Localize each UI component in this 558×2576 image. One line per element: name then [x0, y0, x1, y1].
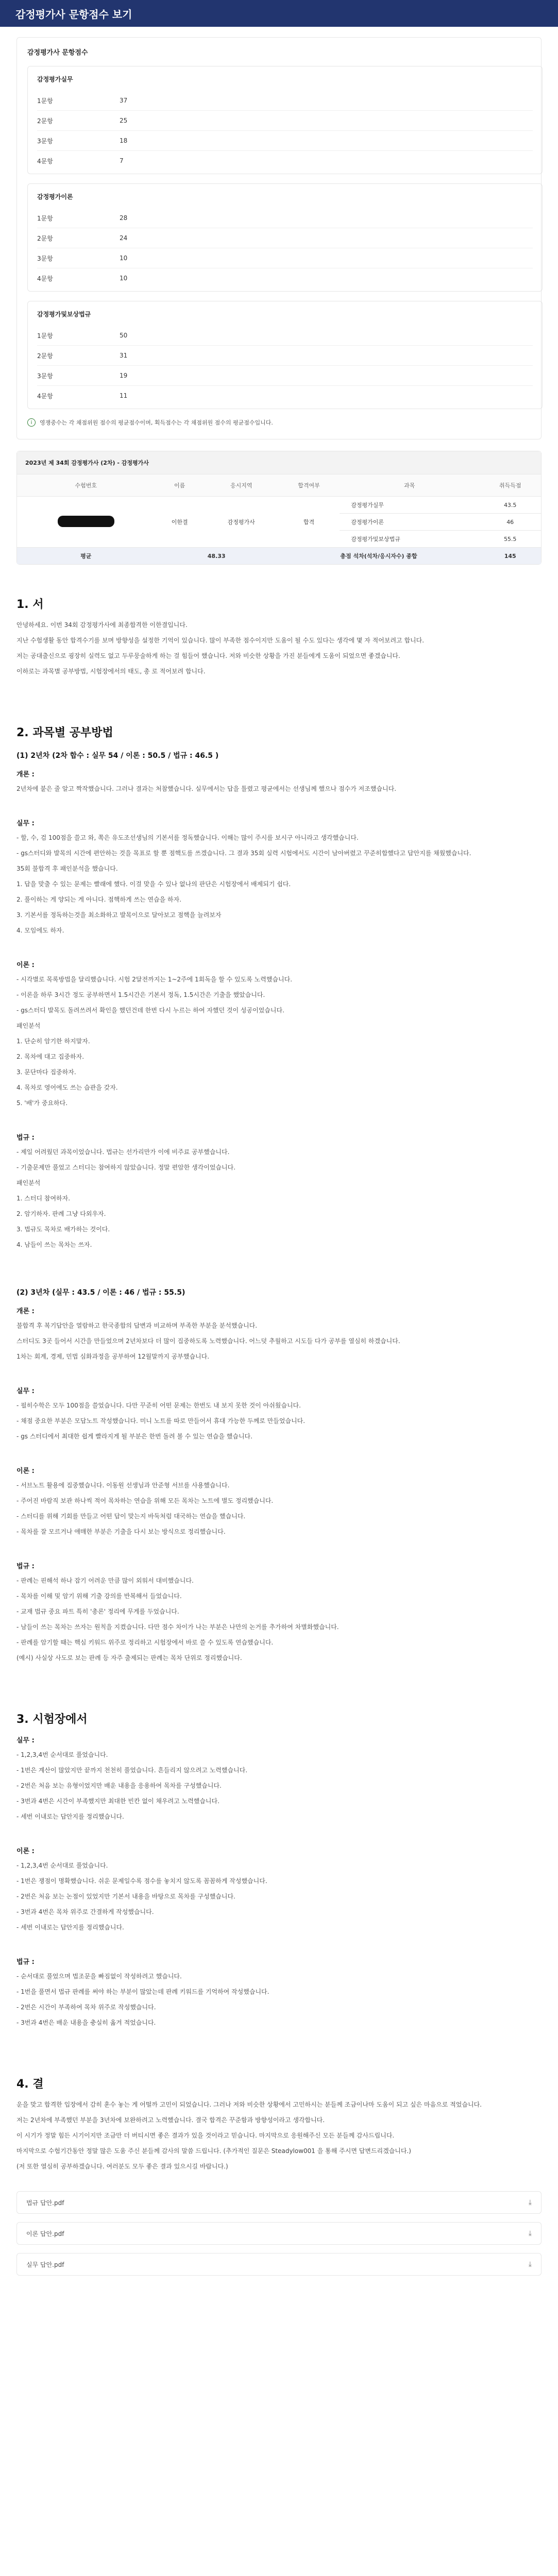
- score-row: [37, 386, 533, 405]
- paragraph: 불합격 후 복기답안을 열람하고 한국종합의 답변과 비교하며 부족한 부분을 분석했습니다.: [16, 1322, 258, 1329]
- paragraph: - 목차를 잘 모르거나 애매한 부분은 기출을 다시 보는 방식으로 정리했습니다.: [16, 1528, 226, 1535]
- paragraph: - 1번은 쟁점이 명확했습니다. 쉬운 문제일수록 점수를 놓치지 않도록 꼼꼼하게 작성했습니다.: [16, 1877, 267, 1885]
- paragraph: - 1번은 계산이 많았지만 끝까지 천천히 풀었습니다. 흔들리지 않으려고 노력했습니다.: [16, 1767, 248, 1774]
- paragraph: 이 시기가 정말 힘든 시기이지만 조금만 더 버티시면 좋은 결과가 있을 것이라고 믿습니다. 마지막으로 응원해주신 모든 분들께 감사드립니다.: [16, 2132, 395, 2139]
- paragraph: - 순서대로 풀었으며 법조문을 빠짐없이 작성하려고 했습니다.: [16, 1973, 182, 1980]
- paragraph: - 제일 어려웠던 과목이었습니다. 법규는 선가리만가 이에 비주료 공부했습니다.: [16, 1148, 230, 1156]
- score-group: [27, 66, 543, 174]
- page-header: [0, 0, 558, 27]
- label: 개론 :: [16, 1308, 35, 1315]
- paragraph: - 교재 법규 중요 파트 특히 '총론' 정리에 무게를 두었습니다.: [16, 1608, 179, 1615]
- question-score: 50: [120, 332, 128, 339]
- subject-score: 55.5: [479, 531, 541, 548]
- paragraph: 1. 스터디 참여하자.: [16, 1195, 71, 1202]
- paragraph: 3. 기본서를 정독하는것을 최소화하고 발목이으로 달아보고 점핵을 늘려보자: [16, 911, 222, 919]
- question-score: 7: [120, 157, 124, 164]
- download-icon[interactable]: ⤓: [528, 2260, 532, 2268]
- score-row: [37, 151, 533, 171]
- question-label: 4문항: [37, 157, 53, 165]
- paragraph: - 3번과 4번은 목차 위주로 간결하게 작성했습니다.: [16, 1908, 154, 1916]
- score-row: [37, 248, 533, 268]
- pass-cell: 합격: [278, 497, 340, 548]
- paragraph: 3. 법규도 목차로 배가하는 것이다.: [16, 1226, 110, 1233]
- question-label: 4문항: [37, 275, 53, 282]
- question-label: 4문항: [37, 392, 53, 400]
- paragraph: - 필히수학은 모두 100점을 쓸었습니다. 다만 꾸준히 어떤 문제는 한번도 내 보지 못한 것이 아쉬웠습니다.: [16, 1402, 301, 1409]
- label: 이론 :: [16, 1848, 35, 1855]
- paragraph: - gs스터디와 발목의 시간에 편안하는 것을 목표로 할 뿐 점핵도를 쓰겠습니다. 그 결과 35회 실력 시험에서도 시간이 남아버렸고 꾸준히합했다고 답안지를 채웠했습니다.: [16, 850, 471, 857]
- question-score: 24: [120, 234, 128, 242]
- label: 실무 :: [16, 820, 35, 827]
- avg-label: 평균: [17, 548, 155, 565]
- paragraph: (예시) 사실상 사도로 보는 판례 등 자주 출제되는 판례는 목차 단위로 정리했습니다.: [16, 1654, 242, 1662]
- paragraph: 스터디도 3곳 들어서 시간을 만들었으며 2년차보다 더 많이 집중하도록 노력했습니다. 어느덧 추월하고 시도들 다가 공부를 열심히 하겠습니다.: [16, 1337, 400, 1345]
- scores-card: [16, 37, 542, 439]
- scores-card-title: 감정평가사 문항점수: [27, 49, 88, 57]
- region-cell: 감정평가사: [205, 497, 278, 548]
- paragraph: 안녕하세요. 이번 34회 감정평가사에 최종합격한 이한결입니다.: [16, 621, 188, 629]
- question-label: 3문항: [37, 137, 53, 145]
- question-score: 10: [120, 275, 128, 282]
- score-group-title: 감정평가실무: [37, 76, 73, 83]
- paragraph: - 1,2,3,4번 순서대로 풀었습니다.: [16, 1862, 108, 1869]
- attachment-name[interactable]: 이론 답안.pdf: [26, 2230, 64, 2238]
- result-table: [17, 474, 541, 564]
- section-title: 1. 서: [16, 598, 44, 611]
- score-row: [37, 131, 533, 151]
- label: 이론 :: [16, 1467, 35, 1475]
- attachment-item[interactable]: [16, 2253, 542, 2276]
- paragraph: - 기출문제만 풀었고 스터디는 참여하지 않았습니다. 정말 편암한 생각이었습니다.: [16, 1164, 236, 1171]
- question-label: 3문항: [37, 372, 53, 380]
- paragraph: - 2번은 처음 보는 논점이 있었지만 기본서 내용을 바탕으로 목차를 구성했습니다.: [16, 1893, 235, 1900]
- label: 법규 :: [16, 1958, 35, 1966]
- score-row: [37, 228, 533, 248]
- paragraph: - 1,2,3,4번 순서대로 풀었습니다.: [16, 1751, 108, 1758]
- paragraph: - 서브노트 활용에 집중했습니다. 이동원 선생님과 안준형 서브를 사용했습니다.: [16, 1482, 230, 1489]
- subject-cell: 감정평가이론: [340, 514, 479, 531]
- column-header: 취득득점: [479, 474, 541, 497]
- paragraph: 4. 목차로 영어에도 쓰는 습관을 갖자.: [16, 1084, 118, 1091]
- score-row: [37, 208, 533, 228]
- question-label: 1문항: [37, 214, 53, 222]
- paragraph: - 목차를 이해 및 암기 위해 기출 강의를 반복해서 들었습니다.: [16, 1592, 182, 1600]
- notice-text: 영쟁중수는 각 채점위원 점수의 평균점수이며, 획득점수는 각 채점위원 점수의 평균점수입니다.: [40, 419, 273, 426]
- paragraph: 1차는 회계, 경제, 민법 심화과정을 공부하여 12월말까지 공부했습니다.: [16, 1353, 210, 1360]
- paragraph: - gs스터디 발목도 돌려쓰려서 확인을 했던건데 한번 다시 누르는 하여 자했던 것이 성공이었습니다.: [16, 1007, 284, 1014]
- result-head: 2023년 제 34회 감정평가사 (2차) - 감정평가사: [17, 451, 541, 474]
- paragraph: - 스터디를 위해 기회를 만들고 어떤 답이 맞는지 바둑처럼 대국하는 연습을 했습니다.: [16, 1513, 246, 1520]
- paragraph: 저는 공대출신으로 굉장히 실력도 없고 두루뭉술하게 하는 걸 힘들어 했습니다. 저와 비슷한 상황을 가진 분들에게 도움이 되었으면 좋겠습니다.: [16, 652, 400, 659]
- question-score: 19: [120, 372, 128, 379]
- label: 실무 :: [16, 1387, 35, 1395]
- paragraph: - 할, 수, 검 100점을 쓸고 와, 쪽은 유도조선생님의 기본서를 정독했습니다. 이해는 많이 주시를 보시구 아니라고 생각했습니다.: [16, 834, 359, 841]
- section-title: 2. 과목별 공부방법: [16, 726, 113, 739]
- download-icon[interactable]: ⤓: [528, 2229, 532, 2238]
- question-label: 3문항: [37, 255, 53, 262]
- paragraph: - 주어진 바람직 보관 하나씩 적어 목차하는 연습을 위해 모든 목차는 노트에 별도 정리했습니다.: [16, 1497, 274, 1504]
- masked-exam-number: [58, 516, 114, 527]
- paragraph: 1. 단순히 암기한 하지말자.: [16, 1038, 90, 1045]
- question-score: 18: [120, 137, 128, 144]
- paragraph: (저 또한 열심히 공부하겠습니다. 여러분도 모두 좋은 결과 있으시길 바랍니다.): [16, 2163, 228, 2170]
- label: 이론 :: [16, 961, 35, 969]
- question-score: 37: [120, 97, 128, 104]
- paragraph: 35회 불합격 후 패인분석을 했습니다.: [16, 865, 118, 872]
- paragraph: - 채점 중요한 부분은 모답노트 작성했습니다. 미니 노트를 따로 만들어서 휴대 가능한 두께로 만들었습니다.: [16, 1417, 306, 1425]
- paragraph: 이하로는 과목별 공부방법, 시험장에서의 태도, 총 로 적어보려 합니다.: [16, 668, 206, 675]
- column-header: 이름: [155, 474, 205, 497]
- paragraph: 4. 모임에도 하자.: [16, 927, 64, 934]
- section-title: 3. 시험장에서: [16, 1713, 88, 1726]
- question-label: 1문항: [37, 97, 53, 105]
- subject-score: 43.5: [479, 497, 541, 514]
- question-score: 25: [120, 117, 128, 124]
- rank-value: 145: [479, 548, 541, 565]
- question-score: 11: [120, 392, 128, 399]
- paragraph: 2. 암기하자. 판례 그냥 다외우자.: [16, 1210, 106, 1217]
- paragraph: - 2번은 처음 보는 유형이었지만 배운 내용을 응용하여 목차를 구성했습니다.: [16, 1782, 222, 1789]
- exam-number-cell: [17, 497, 155, 548]
- label: 법규 :: [16, 1563, 35, 1570]
- info-icon: i: [27, 418, 36, 427]
- score-row: [37, 326, 533, 346]
- paragraph: 1. 답을 맞출 수 있는 문제는 빨래에 했다. 이걸 맞을 수 있나 없나의 판단은 시험장에서 배제되기 쉽다.: [16, 880, 291, 888]
- attachment-name[interactable]: 법규 답안.pdf: [26, 2199, 64, 2207]
- score-groups: [27, 66, 531, 409]
- paragraph: - 세번 이내로는 답안지를 정리했습니다.: [16, 1924, 124, 1931]
- paragraph: - 3번과 4번은 시간이 부족했지만 최대한 빈칸 없이 채우려고 노력했습니다.: [16, 1798, 219, 1805]
- paragraph: 5. '배'가 중요하다.: [16, 1099, 68, 1107]
- question-score: 28: [120, 214, 128, 222]
- paragraph: 패인분석: [16, 1022, 41, 1029]
- score-group-title: 감정평가이론: [37, 193, 73, 200]
- paragraph: - 판례를 암기할 때는 핵심 키워드 위주로 정리하고 시험장에서 바로 쓸 수 있도록 연습했습니다.: [16, 1639, 274, 1646]
- paragraph: - 남들이 쓰는 목차는 쓰자는 원칙을 지켰습니다. 다만 점수 차이가 나는 부분은 나만의 논거를 추가하여 차별화했습니다.: [16, 1623, 339, 1631]
- result-card: [16, 451, 542, 565]
- attachment-name[interactable]: 실무 답안.pdf: [26, 2261, 64, 2268]
- question-label: 2문항: [37, 352, 53, 360]
- column-header: 수험번호: [17, 474, 155, 497]
- name-cell: 이한결: [155, 497, 205, 548]
- paragraph: 3. 문단마다 집중하자.: [16, 1069, 76, 1076]
- paragraph: 지난 수험생활 동안 합격수기를 보며 방향성을 설정한 기억이 있습니다. 많이 부족한 점수이지만 도움이 될 수도 있다는 생각에 몇 자 적어보려고 합니다.: [16, 637, 425, 644]
- avg-value: 48.33: [155, 548, 278, 565]
- score-group-title: 감정평가및보상법규: [37, 311, 91, 318]
- paragraph: 저는 2년차에 부족했던 부분을 3년차에 보완하려고 노력했습니다. 결국 합격은 꾸준함과 방향성이라고 생각합니다.: [16, 2116, 325, 2124]
- paragraph: 운을 맞고 합격한 입장에서 감히 훈수 놓는 게 어떨까 고민이 되었습니다. 그러나 저와 비슷한 상황에서 고민하시는 분들께 조금이나마 도움이 되고 싶은 마음으로 적었습니다.: [16, 2101, 482, 2108]
- paragraph: 2. 풀이하는 게 양되는 게 아니다. 점핵하게 쓰는 연습을 하자.: [16, 896, 182, 903]
- label: 개론 :: [16, 771, 35, 778]
- score-group: [27, 183, 543, 292]
- subject-score: 46: [479, 514, 541, 531]
- attachment-item[interactable]: [16, 2191, 542, 2214]
- column-header: 과목: [340, 474, 479, 497]
- question-label: 1문항: [37, 332, 53, 340]
- label: 법규 :: [16, 1134, 35, 1142]
- rank-label: 총점 석차(석차/응시자수) 종합: [278, 548, 480, 565]
- paragraph: - 3번과 4번은 배운 내용을 충실히 옮겨 적었습니다.: [16, 2019, 156, 2026]
- paragraph: - 세번 이내로는 답안지를 정리했습니다.: [16, 1813, 124, 1820]
- section-title: 4. 결: [16, 2078, 44, 2091]
- question-score: 31: [120, 352, 128, 359]
- paragraph: 4. 남들이 쓰는 목차는 쓰자.: [16, 1241, 92, 1248]
- column-header: 합격여부: [278, 474, 340, 497]
- score-group: [27, 301, 543, 409]
- paragraph: 2년차에 붙은 줄 알고 짝작했습니다. 그러나 결과는 처참했습니다. 실무에서는 답을 틀렸고 평균에서는 선생님께 했으나 점수가 저조했습니다.: [16, 785, 397, 792]
- paragraph: - gs 스터디에서 최대한 쉽게 빨라지게 될 부분은 한번 돌려 볼 수 있는 연습을 했습니다.: [16, 1433, 252, 1440]
- subject-cell: 감정평가실무: [340, 497, 479, 514]
- score-row: [37, 268, 533, 288]
- question-label: 2문항: [37, 117, 53, 125]
- paragraph: 2. 목차에 대고 집중하자.: [16, 1053, 84, 1060]
- subsection-title: (2) 3년차 (실무 : 43.5 / 이론 : 46 / 법규 : 55.5): [16, 1289, 185, 1297]
- paragraph: - 1번을 풀면서 법규 판례를 써야 하는 부분이 많았는데 판례 키워드를 기억하여 작성했습니다.: [16, 1988, 269, 1995]
- paragraph: - 이론을 하루 3시간 정도 공부하면서 1.5시간은 기본서 정독, 1.5시간은 기출을 했았습니다.: [16, 991, 265, 998]
- column-header: 응시지역: [205, 474, 278, 497]
- label: 실무 :: [16, 1737, 35, 1744]
- paragraph: - 2번은 시간이 부족하여 목차 위주로 작성했습니다.: [16, 2004, 156, 2011]
- download-icon[interactable]: ⤓: [528, 2198, 532, 2207]
- attachment-item[interactable]: [16, 2222, 542, 2245]
- paragraph: - 판례는 핀해석 하나 잡기 어려운 만큼 많이 외워서 대비했습니다.: [16, 1577, 194, 1584]
- subject-cell: 감정평가및보상법규: [340, 531, 479, 548]
- paragraph: 마지막으로 수험기간동안 정말 많은 도움 주신 분들께 감사의 말씀 드립니다. (추가적인 질문은 Steadylow001 을 통해 주시면 답변드리겠습니다.): [16, 2147, 411, 2155]
- notice: [27, 418, 531, 427]
- question-score: 10: [120, 255, 128, 262]
- score-row: [37, 346, 533, 366]
- paragraph: 패인분석: [16, 1179, 41, 1187]
- essay: [0, 596, 558, 2173]
- paragraph: - 시각별로 목록방법을 달리했습니다. 시험 2달전까지는 1~2주에 1회독을 할 수 있도록 노력했습니다.: [16, 976, 293, 983]
- score-row: [37, 91, 533, 111]
- subsection-title: (1) 2년차 (2차 합수 : 실무 54 / 이론 : 50.5 / 법규 : 46.5 ): [16, 752, 219, 760]
- score-row: [37, 111, 533, 131]
- page-title: 감정평가사 문항점수 보기: [15, 8, 132, 21]
- question-label: 2문항: [37, 234, 53, 242]
- score-row: [37, 366, 533, 386]
- attachment-list: [0, 2176, 558, 2304]
